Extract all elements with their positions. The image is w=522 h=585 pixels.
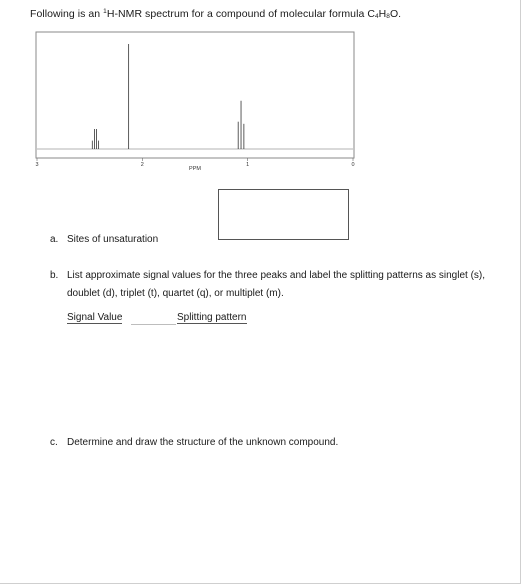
x-tick-label-3: 3 — [35, 162, 39, 168]
column-separator-line — [131, 324, 176, 325]
statement-technique: H-NMR spectrum for a compound of molecular formula C — [106, 8, 375, 20]
question-b — [50, 267, 510, 303]
question-a — [50, 234, 158, 245]
x-tick-label-0: 0 — [351, 162, 355, 168]
peak-layer — [92, 44, 244, 149]
question-c-letter: c. — [50, 437, 58, 448]
question-b-letter: b. — [50, 270, 59, 281]
nmr-spectrum-chart — [0, 0, 522, 190]
plot-frame — [36, 32, 354, 158]
hydrogen-count-subscript: 8 — [386, 13, 390, 20]
question-c — [50, 437, 338, 448]
x-axis-label: PPM — [189, 166, 201, 172]
oxygen-label: O. — [389, 8, 402, 20]
question-c-text: Determine and draw the structure of the unknown compound. — [67, 437, 339, 448]
signal-value-column-header: Signal Value — [67, 312, 123, 323]
hydrogen-label: H — [378, 8, 387, 20]
question-b-text: List approximate signal values for the three peaks and label the splitting patterns as singlet (s), doublet (d), triplet (t), quartet (q), or multiplet (m). — [67, 270, 486, 299]
x-tick-label-2: 2 — [140, 162, 144, 168]
question-a-text: Sites of unsaturation — [67, 234, 159, 245]
unsaturation-answer-box[interactable] — [218, 189, 349, 240]
statement-prefix: Following is an — [30, 8, 104, 20]
carbon-count-subscript: 4 — [374, 13, 379, 20]
x-tick-label-1: 1 — [246, 162, 250, 168]
nucleus-mass-superscript: 1 — [103, 8, 107, 15]
splitting-pattern-column-header: Splitting pattern — [177, 312, 247, 323]
question-a-letter: a. — [50, 234, 59, 245]
